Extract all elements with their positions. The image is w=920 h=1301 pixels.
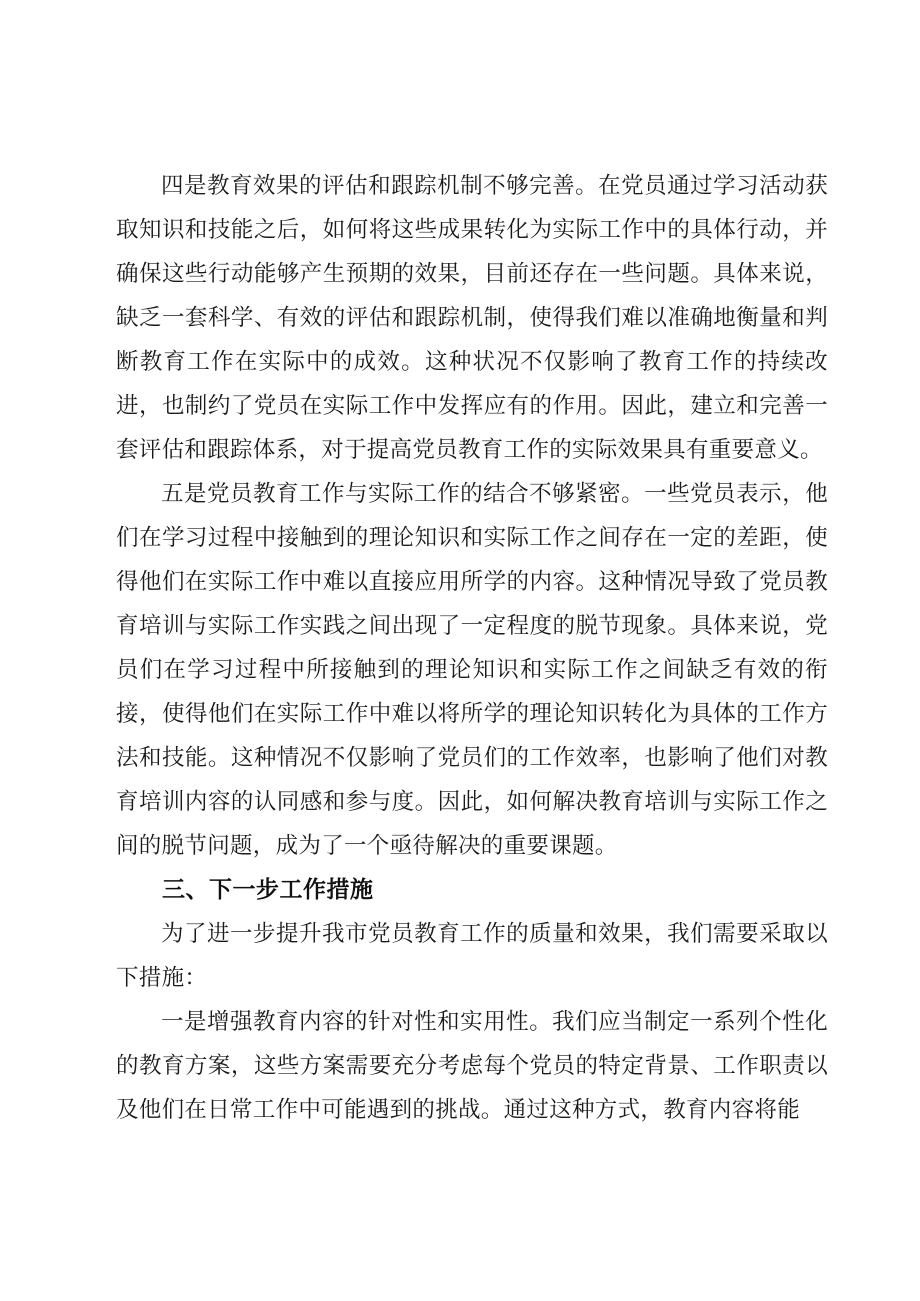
document-body [116,164,828,1132]
section-heading-next-steps: 三、下一步工作措施 [162,877,374,903]
paragraph-measure-one: 一是增强教育内容的针对性和实用性。我们应当制定一系列个性化的教育方案，这些方案需要充分考虑每个党员的特定背景、工作职责以及他们在日常工作中可能遇到的挑战。通过这种方式，教育内容将能 [116,1009,828,1123]
paragraph-evaluation-mechanism: 四是教育效果的评估和跟踪机制不够完善。在党员通过学习活动获取知识和技能之后，如何将这些成果转化为实际工作中的具体行动，并确保这些行动能够产生预期的效果，目前还存在一些问题。具体来说，缺乏一套科学、有效的评估和跟踪机制，使得我们难以准确地衡量和判断教育工作在实际中的成效。这种状况不仅影响了教育工作的持续改进，也制约了党员在实际工作中发挥应有的作用。因此，建立和完善一套评估和跟踪体系，对于提高党员教育工作的实际效果具有重要意义。 [116,173,828,463]
paragraph-theory-practice-gap: 五是党员教育工作与实际工作的结合不够紧密。一些党员表示，他们在学习过程中接触到的理论知识和实际工作之间存在一定的差距，使得他们在实际工作中难以直接应用所学的内容。这种情况导致了党员教育培训与实际工作实践之间出现了一定程度的脱节现象。具体来说，党员们在学习过程中所接触到的理论知识和实际工作之间缺乏有效的衔接，使得他们在实际工作中难以将所学的理论知识转化为具体的工作方法和技能。这种情况不仅影响了党员们的工作效率，也影响了他们对教育培训内容的认同感和参与度。因此，如何解决教育培训与实际工作之间的脱节问题，成为了一个亟待解决的重要课题。 [116,481,828,859]
paragraph-measures-intro: 为了进一步提升我市党员教育工作的质量和效果，我们需要采取以下措施： [116,921,828,991]
